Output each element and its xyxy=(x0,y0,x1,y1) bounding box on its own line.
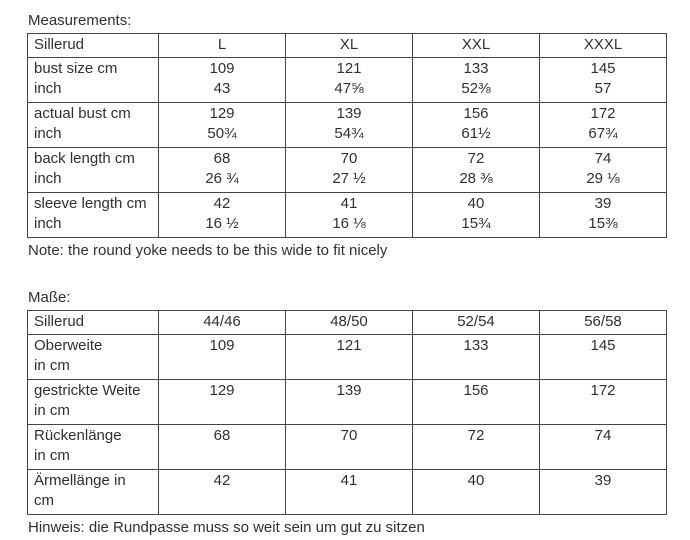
row-label-cm: bust size cm xyxy=(34,60,118,77)
row-label-line2: cm xyxy=(34,492,54,509)
inch-value: 29 ⅛ xyxy=(586,170,620,187)
cm-value: 172 xyxy=(590,382,616,399)
size-header-cell: 44/46 xyxy=(159,311,286,335)
value-cell xyxy=(159,103,286,148)
row-label-line2: in cm xyxy=(34,447,70,464)
cm-value: 156 xyxy=(463,105,489,122)
cm-value: 39 xyxy=(594,472,612,489)
size-header-cell: XXL xyxy=(413,34,540,58)
cm-value: 68 xyxy=(213,427,231,444)
size-header-cell: 48/50 xyxy=(286,311,413,335)
size-header-cell: XL xyxy=(286,34,413,58)
row-label-line2: in cm xyxy=(34,402,70,419)
pattern-name-cell: Sillerud xyxy=(28,34,159,58)
value-cell xyxy=(286,335,413,380)
cm-value: 129 xyxy=(209,382,235,399)
inch-value: 47⅝ xyxy=(334,80,364,97)
value-cell xyxy=(159,335,286,380)
cm-value: 145 xyxy=(590,60,616,77)
cm-value: 70 xyxy=(340,427,358,444)
inch-value: 16 ½ xyxy=(205,215,239,232)
cm-value: 172 xyxy=(590,105,616,122)
row-label-line1: gestrickte Weite xyxy=(34,382,141,399)
value-cell xyxy=(540,380,667,425)
inch-value: 43 xyxy=(213,80,231,97)
value-cell xyxy=(413,470,540,515)
masse-note: Hinweis: die Rundpasse muss so weit sein um gut zu sitzen xyxy=(28,519,425,536)
value-cell xyxy=(286,425,413,470)
inch-value: 15¾ xyxy=(461,215,491,232)
value-cell xyxy=(286,148,413,193)
row-label-inch: inch xyxy=(34,170,62,187)
value-cell xyxy=(286,58,413,103)
masse-heading: Maße: xyxy=(28,289,71,306)
cm-value: 68 xyxy=(213,150,231,167)
value-cell xyxy=(159,148,286,193)
value-cell xyxy=(413,58,540,103)
cm-value: 41 xyxy=(340,472,358,489)
value-cell xyxy=(540,103,667,148)
cm-value: 139 xyxy=(336,382,362,399)
cm-value: 39 xyxy=(594,195,612,212)
pattern-name-cell: Sillerud xyxy=(28,311,159,335)
table-row-back-length xyxy=(28,148,667,193)
cm-value: 74 xyxy=(594,427,612,444)
measurements-heading: Measurements: xyxy=(28,12,132,29)
inch-value: 57 xyxy=(594,80,612,97)
table-row-actual-bust xyxy=(28,103,667,148)
row-label-cell xyxy=(28,193,159,238)
cm-value: 70 xyxy=(340,150,358,167)
cm-value: 145 xyxy=(590,337,616,354)
row-label-cm: back length cm xyxy=(34,150,135,167)
row-label-inch: inch xyxy=(34,215,62,232)
value-cell xyxy=(413,380,540,425)
cm-value: 133 xyxy=(463,337,489,354)
value-cell xyxy=(413,335,540,380)
inch-value: 50¾ xyxy=(207,125,237,142)
measurements-note: Note: the round yoke needs to be this wide to fit nicely xyxy=(28,242,388,259)
value-cell xyxy=(540,425,667,470)
size-header-cell: 56/58 xyxy=(540,311,667,335)
cm-value: 121 xyxy=(336,337,362,354)
inch-value: 26 ¾ xyxy=(205,170,239,187)
cm-value: 139 xyxy=(336,105,362,122)
table-row-rueckenlaenge xyxy=(28,425,667,470)
table-row-sleeve-length xyxy=(28,193,667,238)
cm-value: 42 xyxy=(213,472,231,489)
cm-value: 74 xyxy=(594,150,612,167)
cm-value: 40 xyxy=(467,195,485,212)
value-cell xyxy=(286,193,413,238)
inch-value: 28 ⅜ xyxy=(459,170,493,187)
row-label-line2: in cm xyxy=(34,357,70,374)
size-header-cell: 52/54 xyxy=(413,311,540,335)
measurements-table xyxy=(27,33,667,238)
section-gap xyxy=(27,261,667,288)
value-cell xyxy=(159,380,286,425)
row-label-line1: Oberweite xyxy=(34,337,103,354)
inch-value: 52⅜ xyxy=(461,80,491,97)
row-label-cell xyxy=(28,58,159,103)
cm-value: 40 xyxy=(467,472,485,489)
value-cell xyxy=(413,148,540,193)
inch-value: 54¾ xyxy=(334,125,364,142)
cm-value: 72 xyxy=(467,150,485,167)
cm-value: 72 xyxy=(467,427,485,444)
inch-value: 27 ½ xyxy=(332,170,366,187)
cm-value: 109 xyxy=(209,60,235,77)
cm-value: 121 xyxy=(336,60,362,77)
value-cell xyxy=(159,193,286,238)
row-label-cm: actual bust cm xyxy=(34,105,131,122)
size-header-cell: XXXL xyxy=(540,34,667,58)
measurements-header-row xyxy=(28,34,667,58)
row-label-line1: Ärmellänge in xyxy=(34,472,126,489)
table-row-bust-size xyxy=(28,58,667,103)
cm-value: 129 xyxy=(209,105,235,122)
masse-header-row xyxy=(28,311,667,335)
table-row-oberweite xyxy=(28,335,667,380)
table-row-aermellaenge xyxy=(28,470,667,515)
row-label-cell xyxy=(28,335,159,380)
value-cell xyxy=(540,470,667,515)
table-row-gestrickte-weite xyxy=(28,380,667,425)
inch-value: 61½ xyxy=(461,125,491,142)
value-cell xyxy=(540,193,667,238)
masse-table xyxy=(27,310,667,515)
value-cell xyxy=(286,470,413,515)
row-label-inch: inch xyxy=(34,80,62,97)
row-label-cell xyxy=(28,103,159,148)
value-cell xyxy=(286,103,413,148)
row-label-cell xyxy=(28,425,159,470)
value-cell xyxy=(159,425,286,470)
value-cell xyxy=(413,103,540,148)
value-cell xyxy=(159,470,286,515)
value-cell xyxy=(540,58,667,103)
value-cell xyxy=(159,58,286,103)
cm-value: 41 xyxy=(340,195,358,212)
row-label-cell xyxy=(28,380,159,425)
inch-value: 67¾ xyxy=(588,125,618,142)
value-cell xyxy=(413,193,540,238)
value-cell xyxy=(540,148,667,193)
row-label-line1: Rückenlänge xyxy=(34,427,122,444)
value-cell xyxy=(286,380,413,425)
row-label-inch: inch xyxy=(34,125,62,142)
row-label-cell xyxy=(28,470,159,515)
size-header-cell: L xyxy=(159,34,286,58)
inch-value: 15⅜ xyxy=(588,215,618,232)
cm-value: 133 xyxy=(463,60,489,77)
cm-value: 156 xyxy=(463,382,489,399)
inch-value: 16 ⅛ xyxy=(332,215,366,232)
row-label-cell xyxy=(28,148,159,193)
value-cell xyxy=(413,425,540,470)
cm-value: 42 xyxy=(213,195,231,212)
row-label-cm: sleeve length cm xyxy=(34,195,147,212)
value-cell xyxy=(540,335,667,380)
cm-value: 109 xyxy=(209,337,235,354)
